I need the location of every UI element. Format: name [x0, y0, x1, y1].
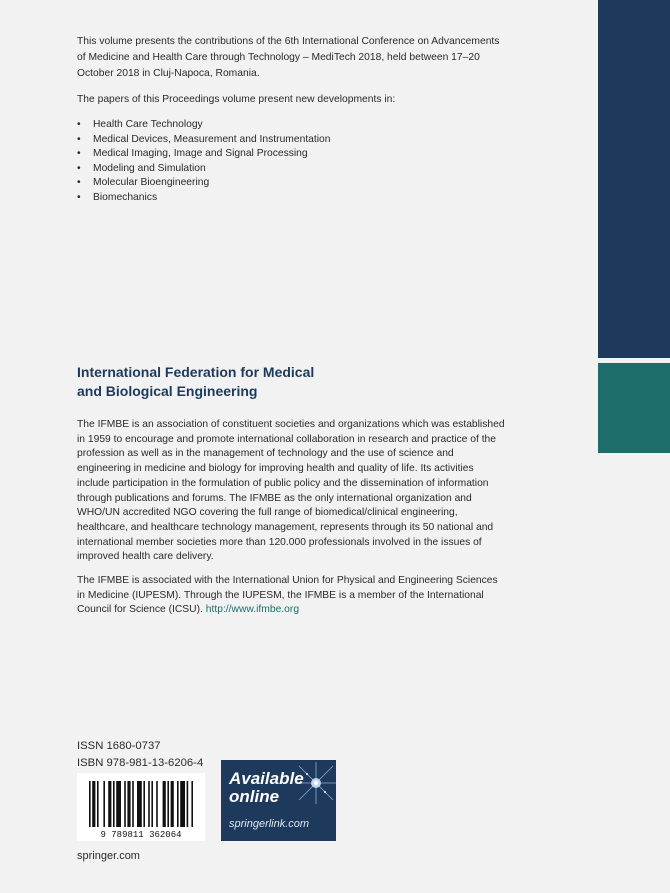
- barcode-bar: [113, 781, 115, 827]
- topic-item: • Molecular Bioengineering: [77, 176, 507, 191]
- available-online-text: [229, 770, 304, 806]
- publisher-url[interactable]: springer.com: [77, 850, 140, 862]
- barcode-bar: [124, 781, 126, 827]
- topic-item: • Health Care Technology: [77, 118, 507, 133]
- barcode-bar: [143, 781, 145, 827]
- barcode-bar: [137, 781, 142, 827]
- topic-item: • Medical Imaging, Image and Signal Processing: [77, 147, 507, 162]
- topic-item: • Modeling and Simulation: [77, 162, 507, 177]
- barcode-bar: [156, 781, 158, 827]
- barcode-bar: [132, 781, 134, 827]
- available-line: Available: [229, 769, 304, 788]
- side-color-bar-teal: [598, 363, 670, 453]
- topics-lead: The papers of this Proceedings volume present new developments in:: [77, 94, 396, 105]
- barcode-bar: [151, 781, 153, 827]
- topic-item: • Medical Devices, Measurement and Instrumentation: [77, 133, 507, 148]
- barcode-bar: [171, 781, 174, 827]
- side-color-bar-navy: [598, 0, 670, 358]
- ifmbe-website-link[interactable]: http://www.ifmbe.org: [205, 604, 300, 616]
- ifmbe-paragraph-1: The IFMBE is an association of constituent societies and organizations which was established in 1959 to encourage and promote international collaboration in research and practice of the profession as well as in the management of technology and the use of science and engineering in medicine and biology for improving health and quality of life. Its activities include participation in the formulation of public policy and the dissemination of information through publications and forums. The IFMBE as the only international organization and WHO/UN accredited NGO covering the full range of biomedical/clinical engineering, healthcare, and healthcare technology management, represents through its 50 national and international member societies more than 120.000 professionals involved in the issues of improved health care delivery.: [77, 419, 505, 563]
- isbn-barcode: [77, 773, 205, 841]
- barcode-bar: [191, 781, 193, 827]
- barcode-bar: [127, 781, 130, 827]
- ifmbe-paragraph-2-text: The IFMBE is associated with the International Union for Physical and Engineering Sciences in Medicine (IUPESM). Through the IUPESM, the IFMBE is a member of the International Council for Science (ICSU).: [77, 575, 498, 616]
- barcode-graphic: [77, 773, 205, 841]
- barcode-bar: [180, 781, 185, 827]
- ifmbe-heading-line1: International Federation for Medical: [77, 364, 315, 380]
- ifmbe-paragraph-2: [77, 574, 507, 618]
- barcode-bar: [97, 781, 99, 827]
- barcode-digits: 9 789811 362064: [100, 830, 182, 840]
- isbn-number: ISBN 978-981-13-6206-4: [77, 757, 204, 769]
- identifiers: [77, 738, 203, 772]
- barcode-bar: [167, 781, 169, 827]
- volume-intro: [77, 34, 507, 206]
- online-line: online: [229, 787, 280, 806]
- ifmbe-heading: [77, 363, 397, 401]
- springerlink-url: springerlink.com: [229, 818, 310, 830]
- barcode-bar: [163, 781, 166, 827]
- barcode-bar: [92, 781, 95, 827]
- barcode-bar: [89, 781, 91, 827]
- topics-list: [77, 118, 507, 206]
- barcode-bar: [148, 781, 150, 827]
- ifmbe-heading-line2: and Biological Engineering: [77, 383, 258, 399]
- barcode-bar: [116, 781, 121, 827]
- topic-item: • Biomechanics: [77, 191, 507, 206]
- ifmbe-description: [77, 418, 507, 627]
- issn-number: ISSN 1680-0737: [77, 740, 161, 752]
- intro-paragraph: This volume presents the contributions of the 6th International Conference on Advancements of Medicine and Health Care through Technology – MediTech 2018, held between 17–20 October 2018 in Cluj-Napoca, Romania.: [77, 36, 500, 79]
- barcode-bar: [187, 781, 189, 827]
- barcode-bar: [103, 781, 105, 827]
- springerlink-available-online-badge[interactable]: [221, 760, 336, 841]
- barcode-bar: [108, 781, 111, 827]
- barcode-bar: [177, 781, 179, 827]
